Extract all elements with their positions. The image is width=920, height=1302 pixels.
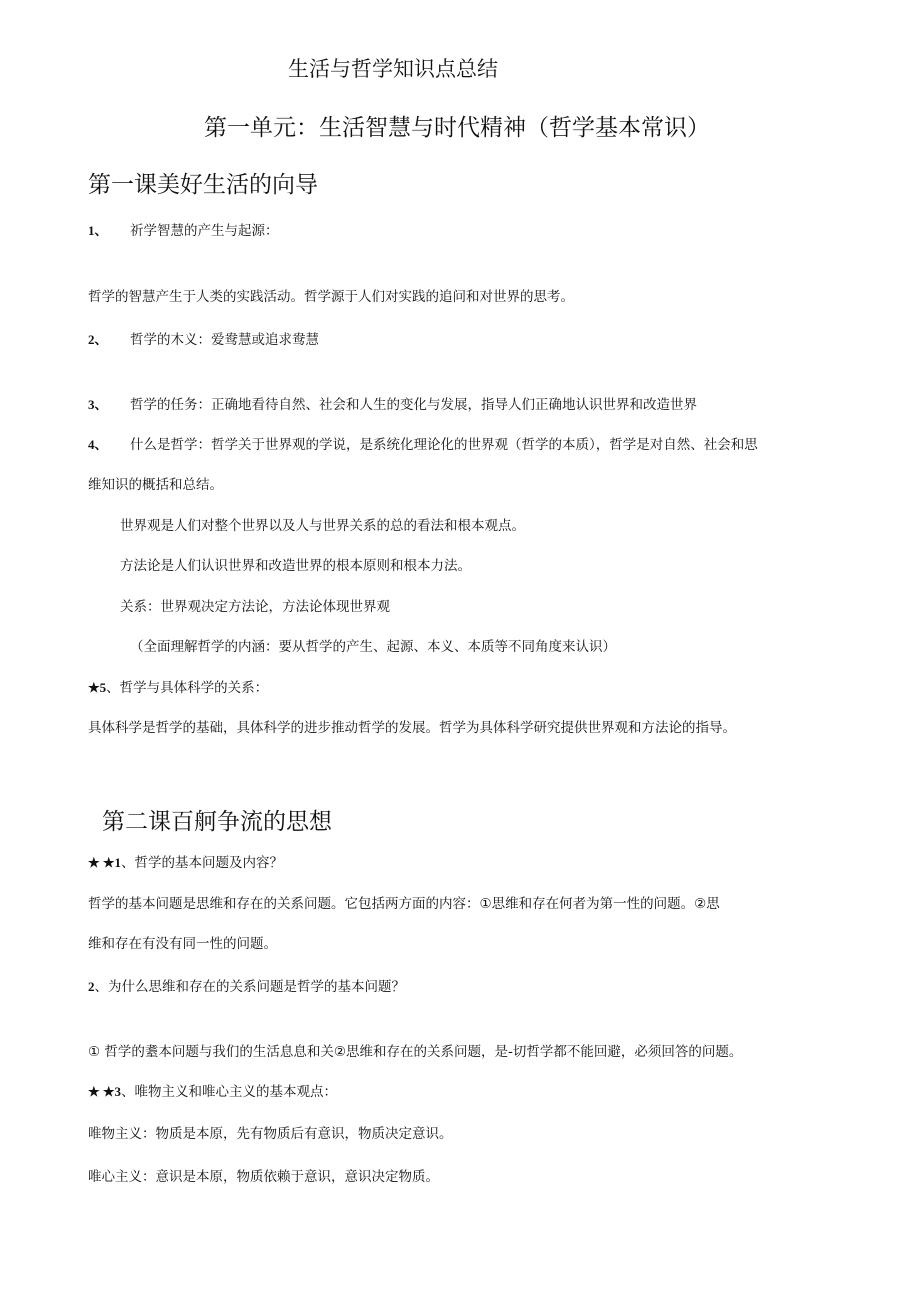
paragraph: 哲学的智慧产生于人类的实践活动。哲学源于人们对实践的追问和对世界的思考。: [88, 289, 574, 305]
point-text: 什么是哲学：哲学关于世界观的学说，是系统化理论化的世界观（哲学的本质），哲学是对自然、社会和思: [130, 437, 758, 453]
point-5: [88, 676, 268, 696]
point-text: 、哲学与具体科学的关系：: [106, 680, 269, 696]
point-3: [88, 393, 697, 413]
lesson-2-heading: 第二课百舸争流的思想: [102, 809, 332, 835]
point-number: 1、: [88, 223, 108, 238]
paragraph: 哲学的基本问题是思维和存在的关系问题。它包括两方面的内容：①思维和存在何者为第一性的问题。②思: [88, 896, 720, 912]
point-number: 2: [88, 979, 95, 994]
lesson-1-heading: 第一课美好生活的向导: [88, 172, 318, 198]
document-title: 生活与哲学知识点总结: [288, 57, 498, 81]
point-number: ★5: [88, 680, 107, 695]
point-text: 、唯物主义和唯心主义的基本观点：: [121, 1084, 338, 1100]
question-1: [88, 851, 283, 871]
point-text: 、哲学的基本问题及内容？: [121, 855, 284, 871]
unit-heading: 第一单元：生活智慧与时代精神（哲学基本常识）: [204, 115, 710, 141]
point-text: 哲学的任务：正确地看待自然、社会和人生的变化与发展，指导人们正确地认识世界和改造世界: [130, 397, 697, 413]
point-2: [88, 328, 319, 348]
point-number: ★ ★3: [88, 1084, 122, 1099]
question-2: [88, 975, 405, 995]
paragraph: 关系：世界观决定方法论，方法论体现世界观: [120, 599, 390, 615]
point-number: 4、: [88, 437, 108, 452]
paragraph: 唯物主义：物质是本原，先有物质后有意识，物质决定意识。: [88, 1126, 453, 1142]
point-1: [88, 219, 279, 239]
paragraph: 方法论是人们认识世界和改造世界的根本原则和根本力法。: [120, 558, 471, 574]
paragraph: （全面理解哲学的内涵：要从哲学的产生、起源、本义、本质等不同角度来认识）: [130, 639, 616, 655]
paragraph: 维知识的概括和总结。: [88, 477, 223, 493]
paragraph: 世界观是人们对整个世界以及人与世界关系的总的看法和根本观点。: [120, 518, 525, 534]
point-number: ★ ★1: [88, 855, 122, 870]
paragraph: 唯心主义：意识是本原，物质依赖于意识，意识决定物质。: [88, 1169, 439, 1185]
paragraph: ① 哲学的耋本问题与我们的生活息息和关②思维和存在的关系问题，是-切哲学都不能回避，必须回答的问题。: [88, 1044, 743, 1060]
point-text: 哲学的木义：爱鸯慧或追求鸯慧: [130, 332, 319, 348]
point-number: 3、: [88, 397, 108, 412]
point-text: 、为什么思维和存在的关系问题是哲学的基本问题？: [94, 979, 405, 995]
point-4: [88, 433, 758, 453]
paragraph: 具体科学是哲学的基础，具体科学的进步推动哲学的发展。哲学为具体科学研究提供世界观和方法论的指导。: [88, 720, 736, 736]
paragraph: 维和存在有没有同一性的问题。: [88, 936, 277, 952]
point-text: 祈学智慧的产生与起源：: [130, 223, 279, 239]
question-3: [88, 1080, 337, 1100]
point-number: 2、: [88, 332, 108, 347]
